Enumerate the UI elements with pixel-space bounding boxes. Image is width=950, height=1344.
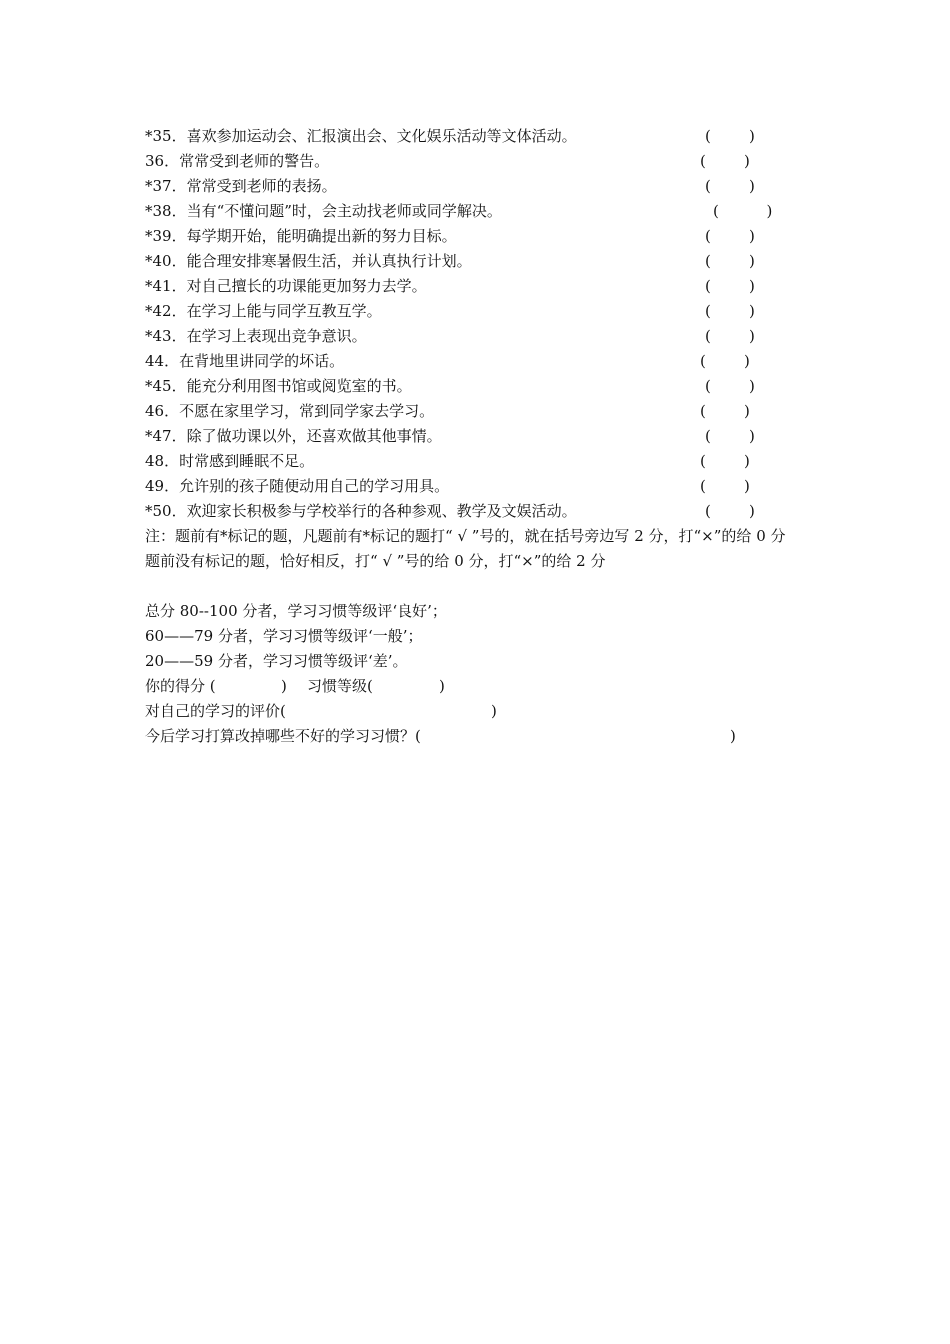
question-text: 46．不愿在家里学习，常到同学家去学习。 — [145, 402, 435, 420]
plan-label: 今后学习打算改掉哪些不好的学习习惯？( — [145, 727, 421, 745]
answer-parentheses: ( ) — [700, 352, 750, 370]
answer-parentheses: ( ) — [700, 477, 750, 495]
score-label: 你的得分 ( — [145, 677, 216, 695]
question-text: 36．常常受到老师的警告。 — [145, 152, 330, 170]
grade-poor: 20——59 分者，学习习惯等级评‘差’。 — [145, 652, 408, 670]
score-close: ) — [281, 677, 287, 695]
question-item — [145, 124, 825, 149]
answer-parentheses: ( ) — [705, 377, 755, 395]
question-item — [145, 224, 825, 249]
scoring-note-starred: 注：题前有*标记的题，凡题前有*标记的题打“ √ ”号的，就在括号旁边写 2 分，打“×”的给 0 分 — [145, 527, 786, 545]
answer-parentheses: ( ) — [705, 252, 755, 270]
question-item — [145, 324, 825, 349]
question-text: *39．每学期开始，能明确提出新的努力目标。 — [145, 227, 457, 245]
grade-good: 总分 80--100 分者，学习习惯等级评‘良好’； — [145, 602, 447, 620]
question-text: 49．允许别的孩子随便动用自己的学习用具。 — [145, 477, 450, 495]
answer-parentheses: ( ) — [705, 427, 755, 445]
question-item — [145, 249, 825, 274]
question-item — [145, 174, 825, 199]
level-label: 习惯等级( — [307, 677, 373, 695]
question-text: *50．欢迎家长积极参与学校举行的各种参观、教学及文娱活动。 — [145, 502, 577, 520]
question-item — [145, 499, 825, 524]
question-item — [145, 349, 825, 374]
plan-close: ) — [730, 727, 736, 745]
improvement-plan-line — [145, 724, 825, 749]
answer-parentheses: ( ) — [705, 177, 755, 195]
spacer — [145, 574, 825, 599]
grade-average: 60——79 分者，学习习惯等级评‘一般’； — [145, 627, 423, 645]
scoring-note-unstarred: 题前没有标记的题，恰好相反，打“ √ ”号的给 0 分，打“×”的给 2 分 — [145, 552, 606, 570]
evaluation-close: ) — [491, 702, 497, 720]
question-text: *45．能充分利用图书馆或阅览室的书。 — [145, 377, 412, 395]
answer-parentheses: ( ) — [705, 302, 755, 320]
question-item — [145, 274, 825, 299]
question-text: 44．在背地里讲同学的坏话。 — [145, 352, 345, 370]
answer-parentheses: ( ) — [700, 402, 750, 420]
answer-parentheses: ( ) — [705, 327, 755, 345]
answer-parentheses: ( ) — [700, 152, 750, 170]
question-item — [145, 199, 825, 224]
question-item — [145, 374, 825, 399]
answer-parentheses: ( ) — [705, 127, 755, 145]
answer-parentheses: ( ) — [705, 277, 755, 295]
question-item — [145, 149, 825, 174]
answer-parentheses: ( ) — [705, 227, 755, 245]
question-text: *42．在学习上能与同学互教互学。 — [145, 302, 382, 320]
score-and-level-line — [145, 674, 825, 699]
answer-parentheses: ( ) — [705, 502, 755, 520]
answer-parentheses: ( ) — [713, 202, 773, 220]
evaluation-label: 对自己的学习的评价( — [145, 702, 286, 720]
question-text: 48．时常感到睡眠不足。 — [145, 452, 315, 470]
evaluation-line — [145, 699, 825, 724]
question-list — [145, 124, 825, 524]
question-item — [145, 424, 825, 449]
question-item — [145, 449, 825, 474]
level-close: ) — [439, 677, 445, 695]
question-text: *41．对自己擅长的功课能更加努力去学。 — [145, 277, 427, 295]
question-item — [145, 299, 825, 324]
question-text: *38．当有“不懂问题”时，会主动找老师或同学解决。 — [145, 202, 502, 220]
question-text: *43．在学习上表现出竞争意识。 — [145, 327, 367, 345]
question-text: *37．常常受到老师的表扬。 — [145, 177, 337, 195]
question-text: *35．喜欢参加运动会、汇报演出会、文化娱乐活动等文体活动。 — [145, 127, 577, 145]
question-item — [145, 399, 825, 424]
answer-parentheses: ( ) — [700, 452, 750, 470]
question-item — [145, 474, 825, 499]
questionnaire-content — [145, 124, 825, 749]
question-text: *47．除了做功课以外，还喜欢做其他事情。 — [145, 427, 442, 445]
question-text: *40．能合理安排寒暑假生活，并认真执行计划。 — [145, 252, 472, 270]
